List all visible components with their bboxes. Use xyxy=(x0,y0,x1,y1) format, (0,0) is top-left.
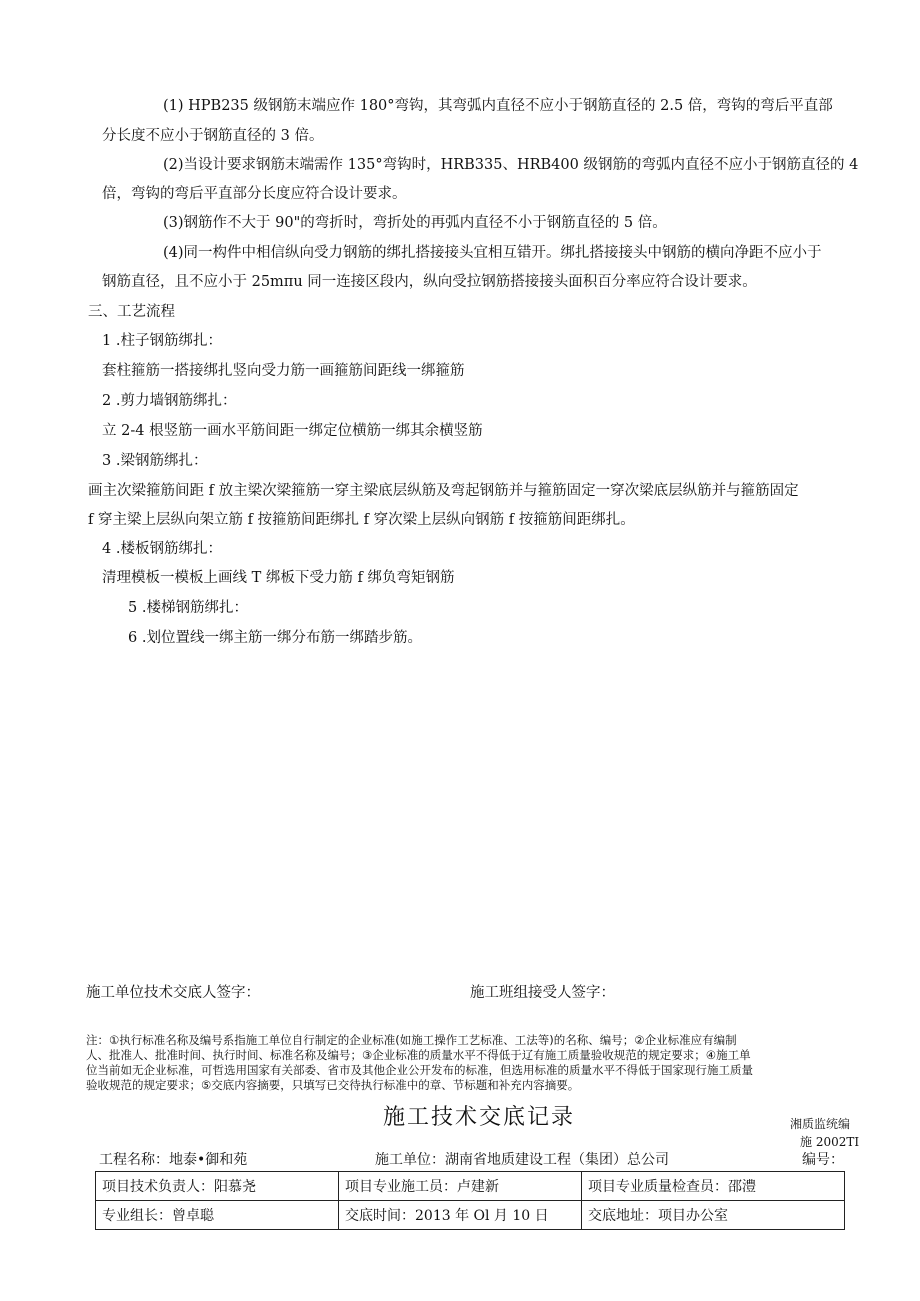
rule-1-line-1: (1) HPB235 级钢筋末端应作 180°弯钩，其弯弧内直径不应小于钢筋直径的 2.5 倍，弯钩的弯后平直部 xyxy=(163,98,833,114)
step-3-heading: 3 .梁钢筋绑扎： xyxy=(102,453,208,469)
construction-unit: 施工单位：湖南省地质建设工程（集团）总公司 xyxy=(375,1152,669,1168)
info-table xyxy=(95,1171,845,1230)
form-title: 施工技术交底记录 xyxy=(383,1105,576,1130)
rule-1-line-2: 分长度不应小于钢筋直径的 3 倍。 xyxy=(102,128,324,144)
section-heading-process: 三、工艺流程 xyxy=(88,304,175,320)
footnote xyxy=(86,1033,856,1093)
signature-receiver-label: 施工班组接受人签字： xyxy=(470,985,615,1001)
step-6-text: 6 .划位置线一绑主筋一绑分布筋一绑踏步筋。 xyxy=(128,630,422,646)
footnote-line: 注：①执行标准名称及编号系指施工单位自行制定的企业标准(如施工操作工艺标准、工法等)的名称、编号；②企业标准应有编制 xyxy=(86,1033,737,1047)
step-2-heading: 2 .剪力墙钢筋绑扎： xyxy=(102,393,237,409)
form-code-line-2: 施 2002TI xyxy=(800,1135,860,1149)
table-row xyxy=(96,1172,845,1201)
step-3-text-line-1: 画主次梁箍筋间距 f 放主梁次梁箍筋一穿主梁底层纵筋及弯起钢筋并与箍筋固定一穿次梁底层纵筋并与箍筋固定 xyxy=(88,483,799,499)
step-5-heading: 5 .楼梯钢筋绑扎： xyxy=(128,600,248,616)
rule-4-line-2: 钢筋直径，且不应小于 25mπu 同一连接区段内，纵向受拉钢筋搭接接头面积百分率应符合设计要求。 xyxy=(102,274,757,290)
signature-discloser-label: 施工单位技术交底人签字： xyxy=(86,985,260,1001)
team-leader-cell: 专业组长：曾卓聪 xyxy=(96,1201,339,1230)
disclosure-time-cell: 交底时间：2013 年 Ol 月 10 日 xyxy=(339,1201,582,1230)
table-row xyxy=(96,1201,845,1230)
form-code-line-1: 湘质监统编 xyxy=(790,1117,851,1131)
footnote-line: 人、批准人、批准时间、执行时间、标准名称及编号；③企业标准的质量水平不得低于辽有施工质量验收规范的规定要求；④施工单 xyxy=(86,1048,751,1062)
footnote-line: 验收规范的规定要求；⑤交底内容摘要，只填写已交待执行标准中的章、节标题和补充内容摘要。 xyxy=(86,1078,580,1092)
rule-3-line-1: (3)钢筋作不大于 90"的弯折时，弯折处的再弧内直径不小于钢筋直径的 5 倍。 xyxy=(163,215,667,231)
step-2-text: 立 2-4 根竖筋一画水平筋间距一绑定位横筋一绑其余横竖筋 xyxy=(102,423,483,439)
footnote-line: 位当前如无企业标准，可哲选用国家有关部委、省市及其他企业公开发布的标准，但选用标准的质量水平不得低于国家现行施工质量 xyxy=(86,1063,753,1077)
site-engineer-cell: 项目专业施工员：卢建新 xyxy=(339,1172,582,1201)
quality-inspector-cell: 项目专业质量检查员：邵澧 xyxy=(582,1172,845,1201)
rule-2-line-1: (2)当设计要求钢筋末端需作 135°弯钩时，HRB335、HRB400 级钢筋的弯弧内直径不应小于钢筋直径的 4 xyxy=(163,157,859,173)
step-4-heading: 4 .楼板钢筋绑扎： xyxy=(102,541,222,557)
step-4-text: 清理模板一模板上画线 T 绑板下受力筋 f 绑负弯矩钢筋 xyxy=(102,570,455,586)
step-3-text-line-2: f 穿主梁上层纵向架立筋 f 按箍筋间距绑扎 f 穿次梁上层纵向钢筋 f 按箍筋间距绑扎。 xyxy=(88,512,635,528)
rule-4-line-1: (4)同一构件中相信纵向受力钢筋的绑扎搭接接头宜相互错开。绑扎搭接接头中钢筋的横向净距不应小于 xyxy=(163,245,822,261)
project-name: 工程名称：地泰•御和苑 xyxy=(99,1152,248,1168)
disclosure-location-cell: 交底地址：项目办公室 xyxy=(582,1201,845,1230)
step-1-heading: 1 .柱子钢筋绑扎： xyxy=(102,333,222,349)
tech-leader-cell: 项目技术负责人：阳慕尧 xyxy=(96,1172,339,1201)
step-1-text: 套柱箍筋一搭接绑扎竖向受力筋一画箍筋间距线一绑箍筋 xyxy=(102,363,465,379)
rule-2-line-2: 倍，弯钩的弯后平直部分长度应符合设计要求。 xyxy=(102,186,407,202)
number-label: 编号： xyxy=(802,1152,844,1168)
